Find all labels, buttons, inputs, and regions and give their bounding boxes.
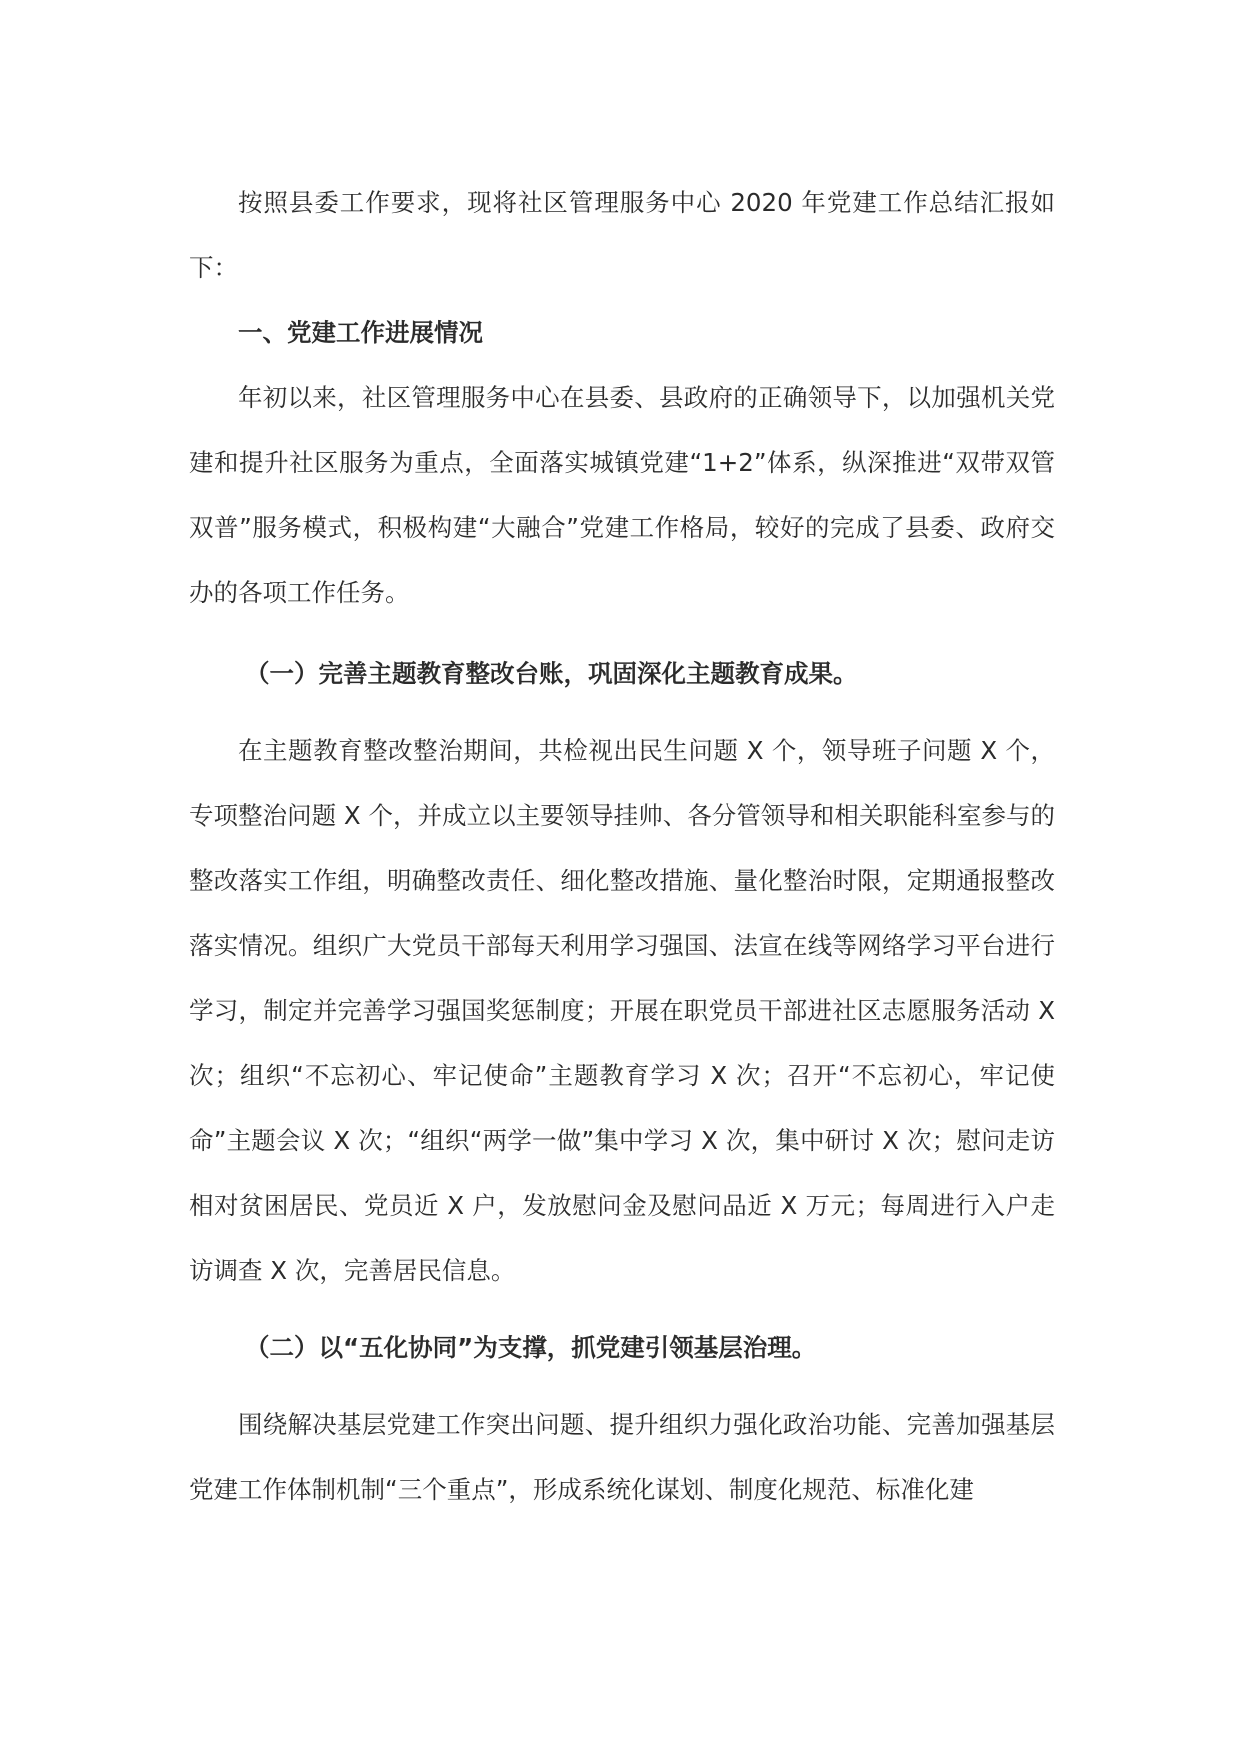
subsection-heading-five-synergy: （二）以“五化协同”为支撑，抓党建引领基层治理。 bbox=[245, 1333, 817, 1362]
rectification-paragraph: 在主题教育整改整治期间，共检视出民生问题 X 个，领导班子问题 X 个，专项整治问题 X 个，并成立以主要领导挂帅、各分管领导和相关职能科室参与的整改落实工作组，明确整改责任、细化整改措施、量化整治时限，定期通报整改落实情况。组织广大党员干部每天利用学习强国、法宣在线等网络学习平台进行学习，制定并完善学习强国奖惩制度；开展在职党员干部进社区志愿服务活动 X 次；组织“不忘初心、牢记使命”主题教育学习 X 次；召开“不忘初心，牢记使命”主题会议 X 次；“组织“两学一做”集中学习 X 次，集中研讨 X 次；慰问走访相对贫困居民、党员近 X 户，发放慰问金及慰问品近 X 万元；每周进行入户走访调查 X 次，完善居民信息。 bbox=[189, 736, 1055, 1285]
overview-paragraph: 年初以来，社区管理服务中心在县委、县政府的正确领导下，以加强机关党建和提升社区服务为重点，全面落实城镇党建“1+2”体系，纵深推进“双带双管双普”服务模式，积极构建“大融合”党建工作格局，较好的完成了县委、政府交办的各项工作任务。 bbox=[189, 383, 1055, 607]
intro-paragraph: 按照县委工作要求，现将社区管理服务中心 2020 年党建工作总结汇报如下： bbox=[189, 188, 1055, 282]
grassroots-governance-paragraph: 围绕解决基层党建工作突出问题、提升组织力强化政治功能、完善加强基层党建工作体制机制“三个重点”，形成系统化谋划、制度化规范、标准化建 bbox=[189, 1410, 1055, 1504]
section-heading-progress: 一、党建工作进展情况 bbox=[238, 318, 483, 347]
subsection-heading-rectification: （一）完善主题教育整改台账，巩固深化主题教育成果。 bbox=[245, 659, 858, 688]
document-body bbox=[189, 170, 1055, 1522]
